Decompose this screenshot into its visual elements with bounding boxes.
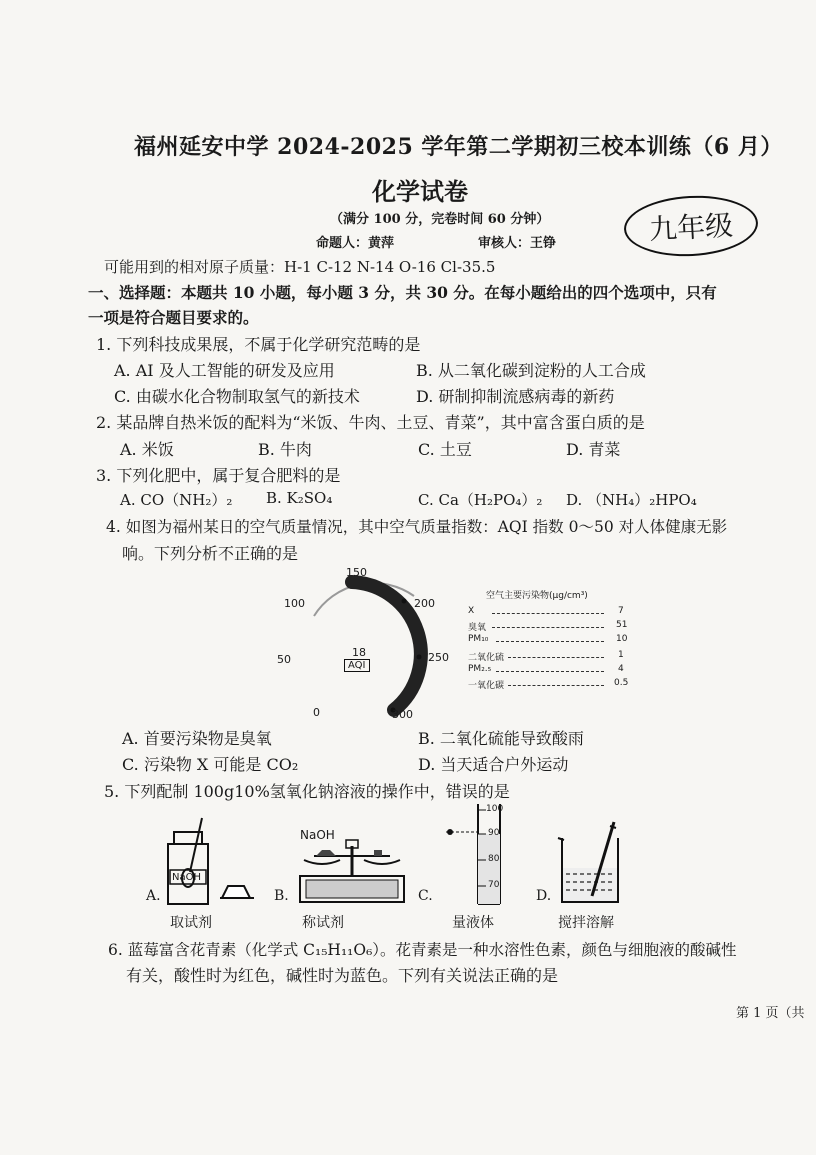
pollutant-name: 二氧化硫 (468, 653, 505, 663)
q2-stem: 2. 某品牌自热米饭的配料为“米饭、牛肉、土豆、青菜”，其中富含蛋白质的是 (96, 413, 645, 432)
q2-option-d: D. 青菜 (566, 440, 621, 459)
pollutant-leader (492, 627, 604, 628)
q5-fig-b-letter: B. (274, 888, 289, 904)
q2-option-c: C. 土豆 (418, 440, 472, 459)
q5-fig-b-caption: 称试剂 (302, 915, 344, 931)
pollutant-value: 1 (618, 650, 624, 660)
q5-fig-a-letter: A. (146, 888, 161, 904)
q4-option-a: A. 首要污染物是臭氧 (122, 729, 272, 748)
q1-stem: 1. 下列科技成果展，不属于化学研究范畴的是 (96, 335, 421, 354)
q6-stem-line1: 6. 蓝莓富含花青素（化学式 C₁₅H₁₁O₆）。花青素是一种水溶性色素，颜色与细胞液的酸碱性 (108, 941, 737, 959)
aqi-tick-250-dot (417, 655, 422, 660)
cylinder-tick-90: 90 (488, 828, 500, 838)
pollutant-name: X (468, 606, 475, 616)
q4-stem-line2: 响。下列分析不正确的是 (122, 544, 299, 563)
aqi-tick-200-dot (402, 599, 407, 604)
aqi-value: 18 (352, 646, 366, 659)
aqi-label: AQI (344, 659, 370, 672)
beaker-stirring-figure (552, 818, 632, 908)
exam-reviewer: 审核人：王铮 (478, 236, 557, 251)
aqi-tick-300: 300 (392, 708, 413, 721)
q1-option-b: B. 从二氧化碳到淀粉的人工合成 (416, 361, 646, 380)
reagent-bottle-figure (160, 816, 272, 908)
balance-figure (296, 836, 408, 906)
pollutant-name: PM₁₀ (468, 634, 489, 644)
q5-fig-a-caption: 取试剂 (170, 915, 212, 931)
pollutant-value: 10 (616, 634, 628, 644)
pollutant-leader (492, 613, 604, 614)
q5-fig-c-caption: 量液体 (452, 915, 494, 931)
q3-option-a: A. CO（NH₂）₂ (120, 491, 233, 509)
q5-fig-d-letter: D. (536, 888, 552, 904)
q4-option-d: D. 当天适合户外运动 (418, 755, 569, 774)
q1-option-d: D. 研制抑制流感病毒的新药 (416, 387, 615, 406)
pollutant-table-title: 空气主要污染物(μg/cm³) (486, 591, 588, 601)
q2-option-b: B. 牛肉 (258, 440, 312, 459)
exam-note: （满分 100 分，完卷时间 60 分钟） (330, 212, 550, 227)
q2-option-a: A. 米饭 (120, 440, 174, 459)
q5-fig-d-caption: 搅拌溶解 (558, 915, 614, 931)
pollutant-leader (496, 641, 604, 642)
section-heading-line1: 一、选择题：本题共 10 小题，每小题 3 分，共 30 分。在每小题给出的四个选项中，只有 (88, 283, 717, 302)
pollutant-name: PM₂.₅ (468, 664, 492, 674)
atomic-masses: 可能用到的相对原子质量：H-1 C-12 N-14 O-16 Cl-35.5 (104, 258, 496, 276)
aqi-tick-50: 50 (277, 653, 291, 666)
cylinder-tick-100: 100 (486, 804, 504, 814)
pollutant-value: 0.5 (614, 678, 629, 688)
q6-stem-line2: 有关，酸性时为红色，碱性时为蓝色。下列有关说法正确的是 (126, 966, 559, 985)
pollutant-value: 4 (618, 664, 624, 674)
pollutant-value: 51 (616, 620, 628, 630)
aqi-tick-200: 200 (414, 597, 435, 610)
balance-label: NaOH (300, 828, 335, 842)
q5-stem: 5. 下列配制 100g10%氢氧化钠溶液的操作中，错误的是 (104, 782, 510, 801)
q3-option-b: B. K₂SO₄ (266, 489, 333, 507)
section-heading-line2: 一项是符合题目要求的。 (88, 308, 259, 327)
q4-option-b: B. 二氧化硫能导致酸雨 (418, 729, 584, 748)
cylinder-tick-70: 70 (488, 880, 500, 890)
grade-stamp (623, 193, 760, 260)
page-number: 第 1 页（共 (736, 1006, 805, 1021)
q3-stem: 3. 下列化肥中，属于复合肥料的是 (96, 466, 341, 485)
aqi-tick-150: 150 (346, 566, 367, 579)
pollutant-name: 臭氧 (468, 623, 487, 633)
exam-title: 福州延安中学 2024-2025 学年第二学期初三校本训练（6 月） (134, 134, 783, 160)
q3-option-c: C. Ca（H₂PO₄）₂ (418, 491, 543, 509)
pollutant-name: 一氧化碳 (468, 681, 505, 691)
aqi-gauge (270, 560, 450, 720)
exam-author: 命题人：黄萍 (316, 236, 395, 251)
q1-option-a: A. AI 及人工智能的研发及应用 (114, 361, 335, 380)
q1-option-c: C. 由碳水化合物制取氢气的新技术 (114, 387, 360, 406)
pollutant-value: 7 (618, 606, 624, 616)
pollutant-leader (508, 657, 604, 658)
subject-title: 化学试卷 (372, 177, 468, 206)
q4-option-c: C. 污染物 X 可能是 CO₂ (122, 755, 299, 774)
q3-option-d: D. （NH₄）₂HPO₄ (566, 491, 697, 509)
pollutant-leader (508, 685, 604, 686)
cylinder-tick-80: 80 (488, 854, 500, 864)
graduated-cylinder-figure (440, 800, 520, 910)
grade-stamp-text: 九年级 (648, 208, 734, 247)
pollutant-leader (496, 671, 604, 672)
q4-stem-line1: 4. 如图为福州某日的空气质量情况，其中空气质量指数：AQI 指数 0～50 对人体健康无影 (106, 518, 728, 536)
aqi-tick-0: 0 (313, 706, 320, 719)
q5-fig-c-letter: C. (418, 888, 433, 904)
aqi-tick-250: 250 (428, 651, 449, 664)
bottle-label: NaOH (172, 872, 201, 883)
aqi-tick-100: 100 (284, 597, 305, 610)
